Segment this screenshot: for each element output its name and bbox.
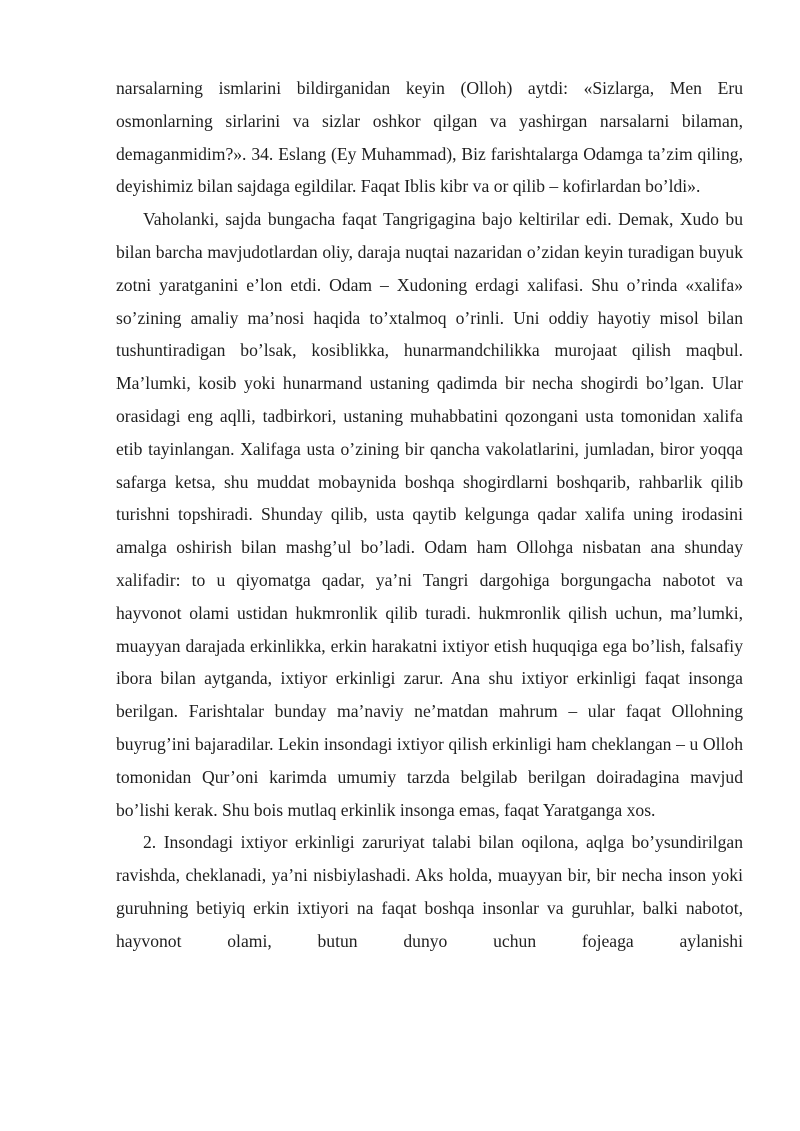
paragraph-3: 2. Insondagi ixtiyor erkinligi zaruriyat talabi bilan oqilona, aqlga bo’ysundirilgan ravishda, cheklanadi, ya’ni nisbiylashadi. Aks holda, muayyan bir, bir necha inson yoki guruhning betiyiq erkin ixtiyori na faqat boshqa insonlar va guruhlar, balki nabotot, hayvonot olami, butun dunyo uchun fojeaga aylanishi xyxy=(116,832,743,951)
document-page xyxy=(116,72,743,958)
paragraph-2: Vaholanki, sajda bungacha faqat Tangrigagina bajo keltirilar edi. Demak, Xudo bu bilan barcha mavjudotlardan oliy, daraja nuqtai nazaridan o’zidan keyin turadigan buyuk zotni yaratganini e’lon etdi. Odam – Xudoning erdagi xalifasi. Shu o’rinda «xalifa» so’zining amaliy ma’nosi haqida to’xtalmoq o’rinli. Uni oddiy hayotiy misol bilan tushuntiradigan bo’lsak, kosiblikka, hunarmandchilikka murojaat qilish maqbul. Ma’lumki, kosib yoki hunarmand ustaning qadimda bir necha shogirdi bo’lgan. Ular orasidagi eng aqlli, tadbirkori, ustaning muhabbatini qozongani usta tomonidan xalifa etib tayinlangan. Xalifaga usta o’zining bir qancha vakolatlarini, jumladan, biror yoqqa safarga ketsa, shu muddat mobaynida boshqa shogirdlarni boshqarib, rahbarlik qilib turishni topshiradi. Shunday qilib, usta qaytib kelgunga qadar xalifa uning irodasini amalga oshirish bilan mashg’ul bo’ladi. Odam ham Ollohga nisbatan ana shunday xalifadir: to u qiyomatga qadar, ya’ni Tangri dargohiga borgungacha nabotot va hayvonot olami ustidan hukmronlik qilib turadi. hukmronlik qilish uchun, ma’lumki, muayyan darajada erkinlikka, erkin harakatni ixtiyor etish huquqiga ega bo’lish, falsafiy ibora bilan aytganda, ixtiyor erkinligi zarur. Ana shu ixtiyor erkinligi faqat insonga berilgan. Farishtalar bunday ma’naviy ne’matdan mahrum – ular faqat Ollohning buyrug’ini bajaradilar. Lekin insondagi ixtiyor qilish erkinligi ham cheklangan – u Olloh tomonidan Qur’oni karimda umumiy tarzda belgilab berilgan doiradagina mavjud bo’lishi kerak. Shu bois mutlaq erkinlik insonga emas, faqat Yaratganga xos. xyxy=(116,209,743,820)
paragraph-1: narsalarning ismlarini bildirganidan keyin (Olloh) aytdi: «Sizlarga, Men Eru osmonlarning sirlarini va sizlar oshkor qilgan va yashirgan narsalarni bilaman, demaganmidim?». 34. Eslang (Ey Muhammad), Biz farishtalarga Odamga ta’zim qiling, deyishimiz bilan sajdaga egildilar. Faqat Iblis kibr va or qilib – kofirlardan bo’ldi». xyxy=(116,78,743,197)
